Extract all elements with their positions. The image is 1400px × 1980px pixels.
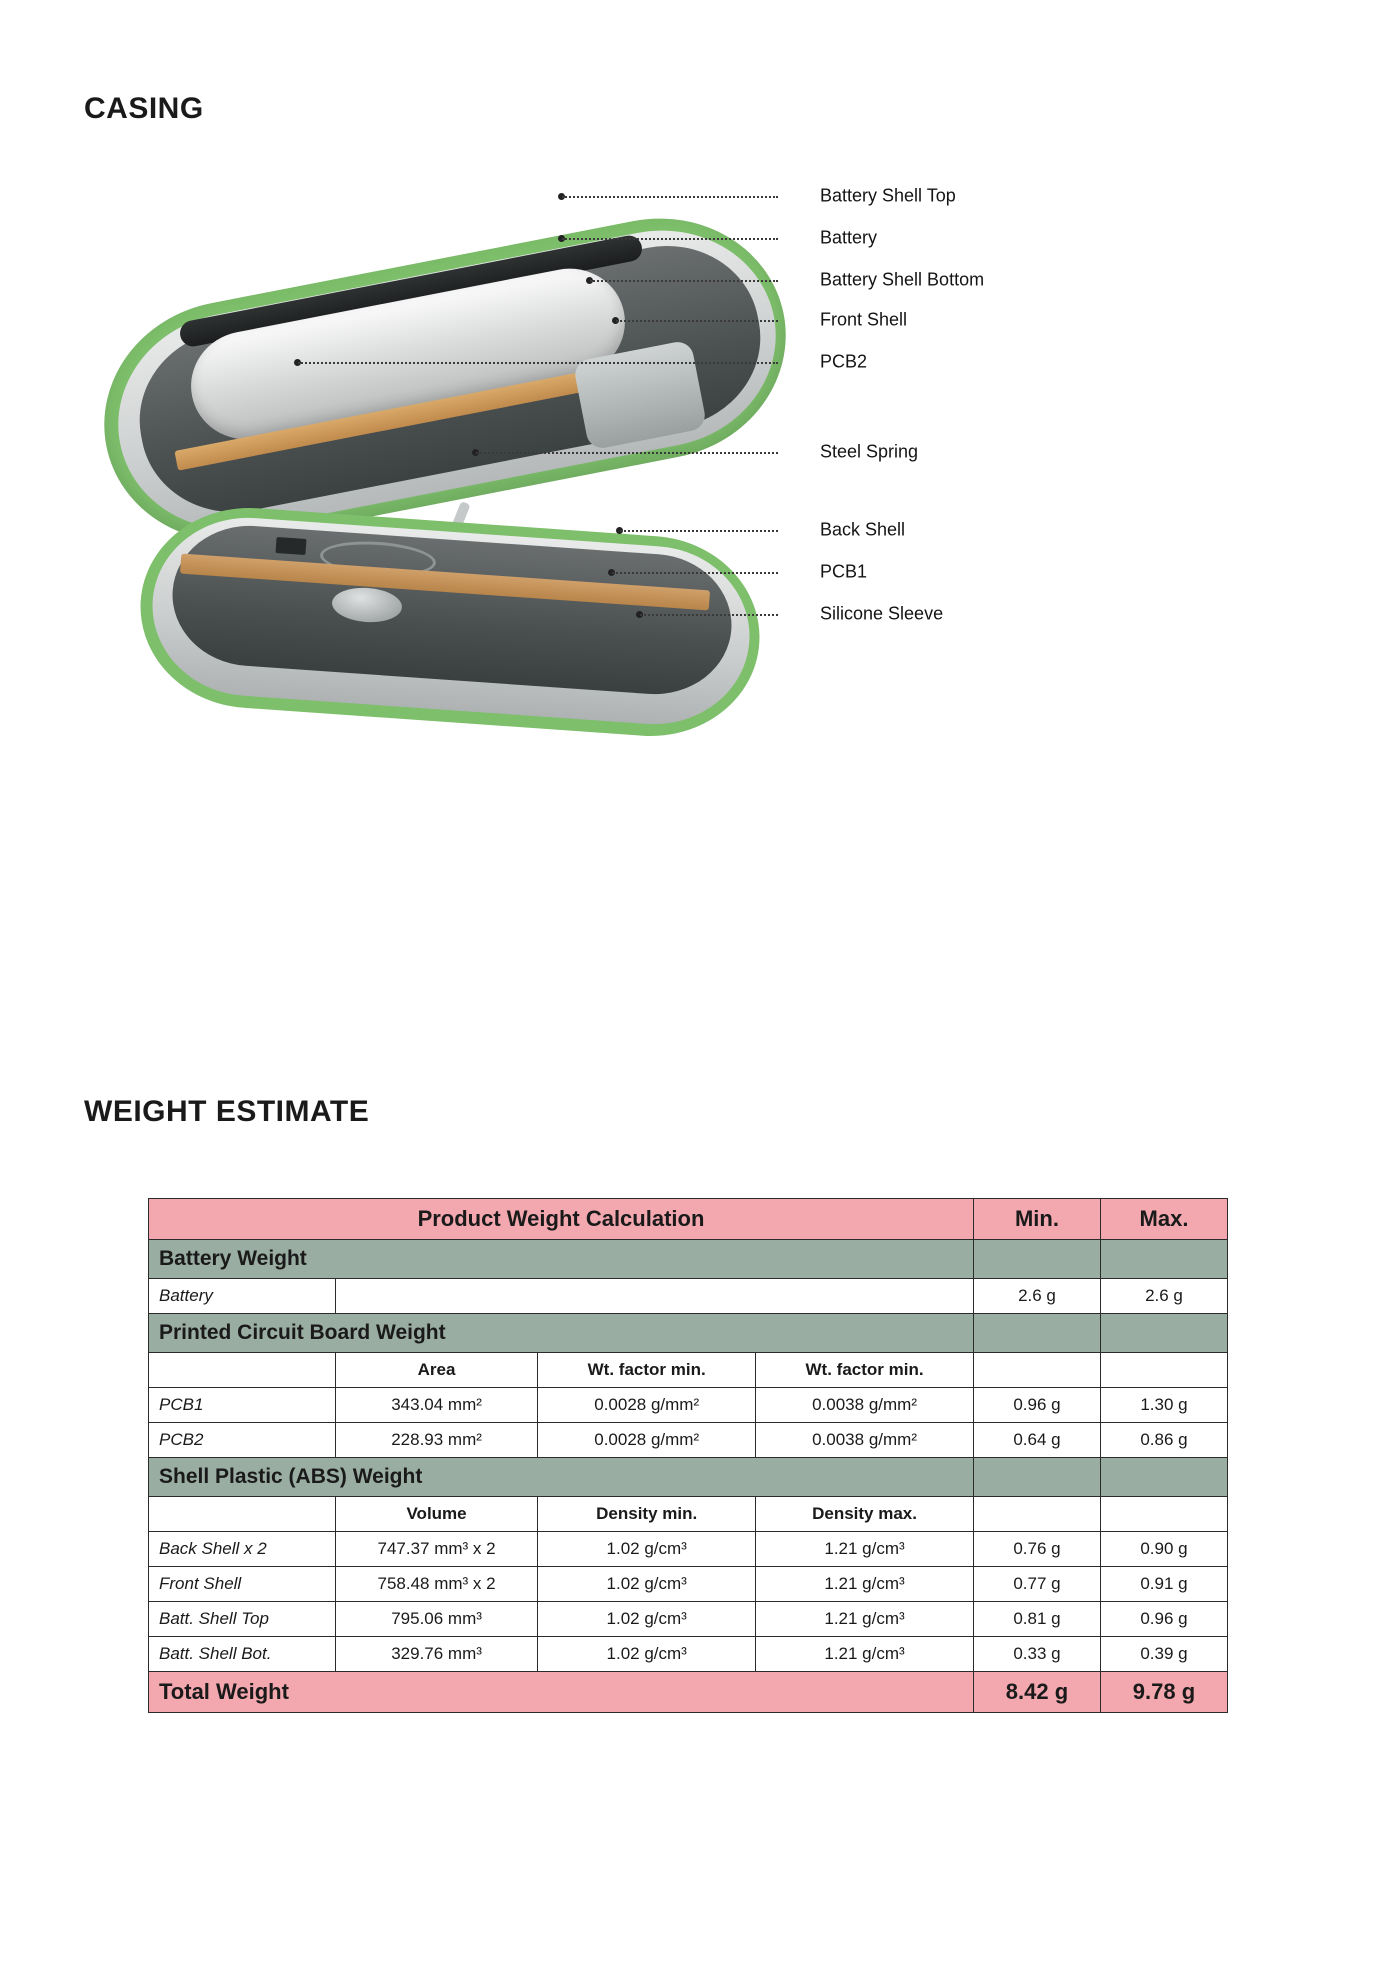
callout-label: Back Shell	[820, 519, 906, 540]
row-min-cell: 0.96 g	[973, 1388, 1100, 1423]
group-heading-max-cell	[1100, 1240, 1227, 1279]
group-heading-min-cell	[973, 1314, 1100, 1353]
group-heading-cell: Printed Circuit Board Weight	[149, 1314, 974, 1353]
table-row	[149, 1388, 1228, 1423]
table-subheader-row	[149, 1497, 1228, 1532]
callout-label: PCB1	[820, 561, 868, 582]
table-row	[149, 1602, 1228, 1637]
table-header-row	[149, 1199, 1228, 1240]
row-value-cell: 1.21 g/cm³	[756, 1637, 974, 1672]
subheader-min-cell	[973, 1353, 1100, 1388]
row-label-cell: Batt. Shell Bot.	[149, 1637, 336, 1672]
subheader-col1: Volume	[335, 1497, 537, 1532]
group-heading-min-cell	[973, 1240, 1100, 1279]
casing-exploded-figure	[60, 180, 1360, 820]
callout-leader-line	[562, 238, 778, 240]
subheader-max-cell	[1100, 1353, 1227, 1388]
row-label-cell: Front Shell	[149, 1567, 336, 1602]
total-min-cell: 8.42 g	[973, 1672, 1100, 1713]
column-header-max: Max.	[1100, 1199, 1227, 1240]
table-row	[149, 1567, 1228, 1602]
row-value-cell: 795.06 mm³	[335, 1602, 537, 1637]
row-max-cell: 0.39 g	[1100, 1637, 1227, 1672]
subheader-col1: Area	[335, 1353, 537, 1388]
row-label-cell: Batt. Shell Top	[149, 1602, 336, 1637]
callout-label: Battery Shell Top	[820, 185, 956, 206]
table-row	[149, 1637, 1228, 1672]
page-title-casing: CASING	[84, 92, 204, 126]
total-label-cell: Total Weight	[149, 1672, 974, 1713]
group-heading-cell: Battery Weight	[149, 1240, 974, 1279]
row-min-cell: 2.6 g	[973, 1279, 1100, 1314]
callout-label: Silicone Sleeve	[820, 603, 944, 624]
callout-leader-line	[476, 452, 778, 454]
table-total-row	[149, 1672, 1228, 1713]
row-label-cell: PCB2	[149, 1423, 336, 1458]
column-header-min: Min.	[973, 1199, 1100, 1240]
table-group-heading-row	[149, 1458, 1228, 1497]
pcb1-chip-shape	[275, 537, 306, 555]
row-max-cell: 0.96 g	[1100, 1602, 1227, 1637]
callout-label: Battery Shell Bottom	[820, 269, 985, 290]
row-label-cell: PCB1	[149, 1388, 336, 1423]
row-max-cell: 2.6 g	[1100, 1279, 1227, 1314]
row-value-cell	[335, 1279, 973, 1314]
callout-label: PCB2	[820, 351, 868, 372]
callout-leader-line	[620, 530, 778, 532]
row-min-cell: 0.81 g	[973, 1602, 1100, 1637]
callout-leader-line	[616, 320, 778, 322]
row-max-cell: 0.90 g	[1100, 1532, 1227, 1567]
row-max-cell: 1.30 g	[1100, 1388, 1227, 1423]
callout-label: Front Shell	[820, 309, 908, 330]
row-min-cell: 0.77 g	[973, 1567, 1100, 1602]
row-value-cell: 747.37 mm³ x 2	[335, 1532, 537, 1567]
row-value-cell: 0.0028 g/mm²	[538, 1388, 756, 1423]
row-min-cell: 0.33 g	[973, 1637, 1100, 1672]
page-title-weight-estimate: WEIGHT ESTIMATE	[84, 1095, 370, 1129]
subheader-max-cell	[1100, 1497, 1227, 1532]
subheader-col3: Density max.	[756, 1497, 974, 1532]
row-max-cell: 0.91 g	[1100, 1567, 1227, 1602]
callout-label: Steel Spring	[820, 441, 919, 462]
subheader-min-cell	[973, 1497, 1100, 1532]
row-max-cell: 0.86 g	[1100, 1423, 1227, 1458]
table-group-heading-row	[149, 1314, 1228, 1353]
row-min-cell: 0.64 g	[973, 1423, 1100, 1458]
subheader-col2: Density min.	[538, 1497, 756, 1532]
subheader-blank-cell	[149, 1353, 336, 1388]
weight-estimate-table	[148, 1198, 1228, 1713]
product-cutaway-render	[80, 200, 820, 800]
subheader-col3: Wt. factor min.	[756, 1353, 974, 1388]
table-row	[149, 1532, 1228, 1567]
table-row	[149, 1423, 1228, 1458]
group-heading-min-cell	[973, 1458, 1100, 1497]
row-value-cell: 1.02 g/cm³	[538, 1637, 756, 1672]
subheader-blank-cell	[149, 1497, 336, 1532]
table-title-cell: Product Weight Calculation	[149, 1199, 974, 1240]
row-value-cell: 1.21 g/cm³	[756, 1602, 974, 1637]
row-value-cell: 0.0038 g/mm²	[756, 1388, 974, 1423]
subheader-col2: Wt. factor min.	[538, 1353, 756, 1388]
row-value-cell: 758.48 mm³ x 2	[335, 1567, 537, 1602]
group-heading-max-cell	[1100, 1458, 1227, 1497]
row-value-cell: 1.21 g/cm³	[756, 1567, 974, 1602]
row-value-cell: 1.02 g/cm³	[538, 1567, 756, 1602]
callout-leader-line	[640, 614, 778, 616]
row-value-cell: 1.21 g/cm³	[756, 1532, 974, 1567]
weight-estimate-table-wrapper	[148, 1198, 1228, 1713]
callout-label: Battery	[820, 227, 878, 248]
callout-leader-line	[562, 196, 778, 198]
row-value-cell: 343.04 mm²	[335, 1388, 537, 1423]
group-heading-cell: Shell Plastic (ABS) Weight	[149, 1458, 974, 1497]
table-row	[149, 1279, 1228, 1314]
row-label-cell: Battery	[149, 1279, 336, 1314]
callout-leader-line	[298, 362, 778, 364]
callout-leader-line	[612, 572, 778, 574]
row-value-cell: 1.02 g/cm³	[538, 1532, 756, 1567]
row-value-cell: 1.02 g/cm³	[538, 1602, 756, 1637]
row-value-cell: 0.0028 g/mm²	[538, 1423, 756, 1458]
callout-leader-line	[590, 280, 778, 282]
row-value-cell: 329.76 mm³	[335, 1637, 537, 1672]
row-value-cell: 0.0038 g/mm²	[756, 1423, 974, 1458]
total-max-cell: 9.78 g	[1100, 1672, 1227, 1713]
row-value-cell: 228.93 mm²	[335, 1423, 537, 1458]
table-subheader-row	[149, 1353, 1228, 1388]
row-label-cell: Back Shell x 2	[149, 1532, 336, 1567]
table-group-heading-row	[149, 1240, 1228, 1279]
group-heading-max-cell	[1100, 1314, 1227, 1353]
row-min-cell: 0.76 g	[973, 1532, 1100, 1567]
